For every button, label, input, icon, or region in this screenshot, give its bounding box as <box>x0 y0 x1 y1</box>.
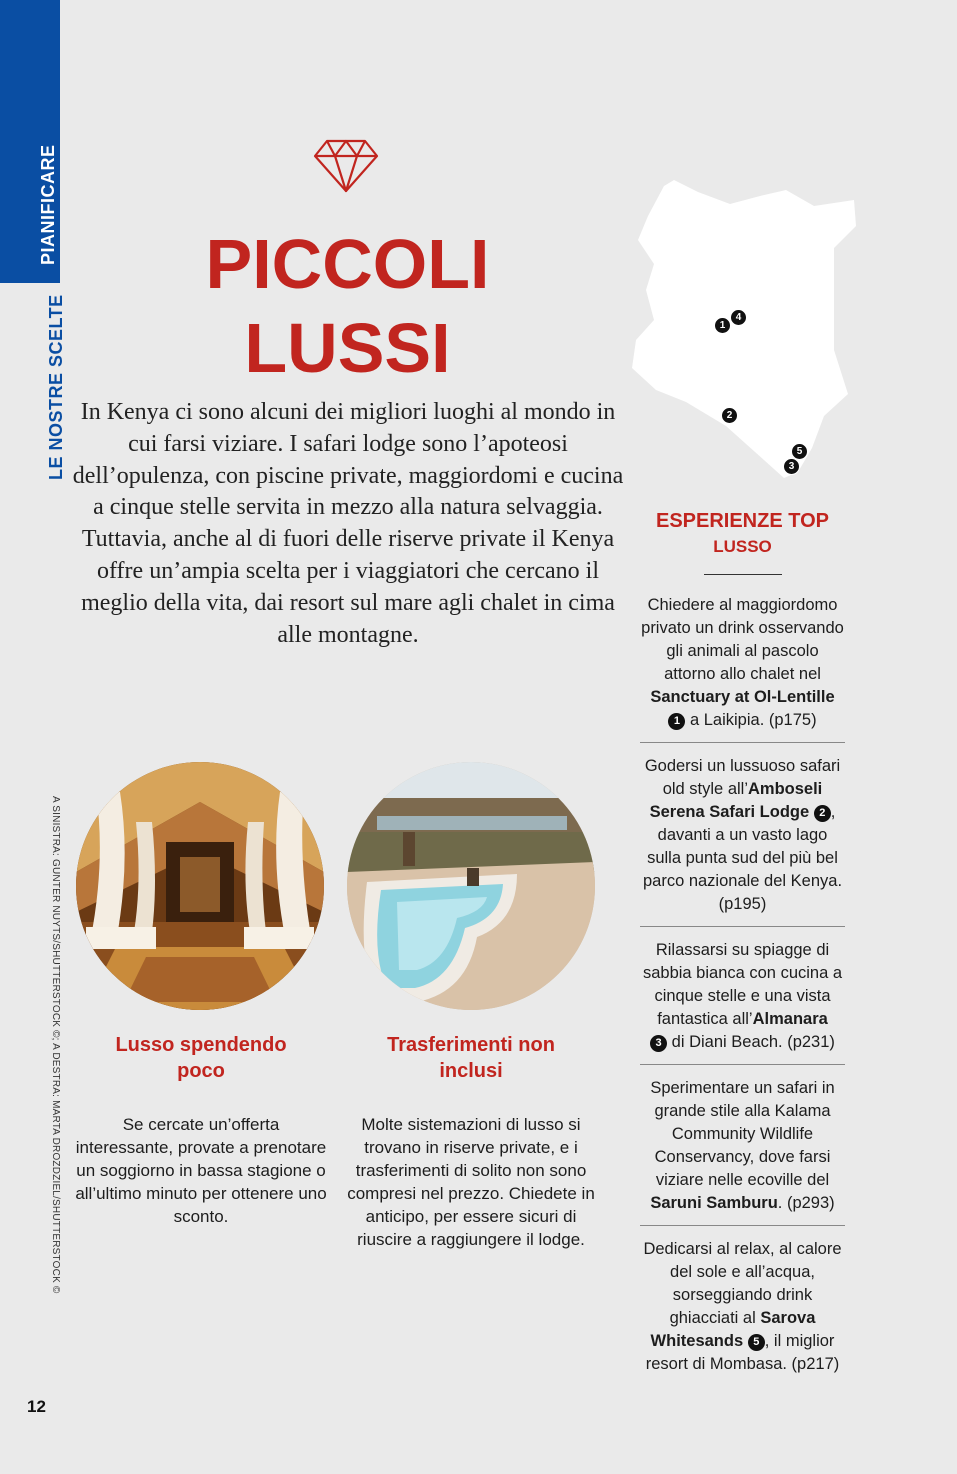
tent-photo <box>76 762 324 1010</box>
place-name: Saruni Samburu <box>650 1194 778 1212</box>
list-item: Sperimentare un safari in grande stile alla Kalama Community Wildlife Conservancy, dove farsi viziare nelle ecoville del Saruni Samburu. (p293) <box>640 1077 845 1226</box>
photo-credit: A SINISTRA: GUNTER NUYTS/SHUTTERSTOCK ©; A DESTRA: MARTA DROZDZIEL/SHUTTERSTOCK © <box>50 796 61 1294</box>
card-title-transfers: Trasferimenti non inclusi <box>387 1034 555 1082</box>
intro-paragraph: In Kenya ci sono alcuni dei migliori luoghi al mondo in cui farsi viziare. I safari lodge sono l’apoteosi dell’opulenza, con piscine private, maggiordomi e cucina a cinque stelle servita in mezzo alla natura selvaggia. Tuttavia, anche al di fuori delle riserve private il Kenya offre un’ampia scelta per i viaggiatori che cercano il meglio della vita, dai resort sul mare agli chalet in cima alle montagne. <box>72 399 624 648</box>
marker-number: 1 <box>668 713 685 730</box>
top-experiences-subtitle: LUSSO <box>713 537 772 556</box>
place-name: Amboseli Serena Safari Lodge <box>649 780 823 821</box>
card-body-budget: Se cercate un’offerta interessante, provate a prenotare un soggiorno in bassa stagione o all’ultimo minuto per ottenere uno sconto. <box>75 1115 327 1226</box>
place-name: Sarova Whitesands <box>650 1309 816 1350</box>
chapter-label: LE NOSTRE SCELTE <box>46 294 66 480</box>
map-marker: 5 <box>791 443 808 460</box>
experience-list <box>640 594 845 1398</box>
card-body-transfers: Molte sistemazioni di lusso si trovano in riserve private, e i trasferimenti di solito non sono compresi nel prezzo. Chiedete in anticipo, per essere sicuri di riuscire a raggiungere il lodge. <box>347 1115 595 1249</box>
place-name: Sanctuary at Ol-Lentille <box>650 688 835 706</box>
section-tab-label: PIANIFICARE <box>38 144 58 265</box>
marker-number: 5 <box>748 1334 765 1351</box>
map-marker: 1 <box>714 317 731 334</box>
diamond-icon <box>313 138 379 194</box>
page-title: PICCOLI LUSSI <box>205 225 490 387</box>
map-marker: 3 <box>783 458 800 475</box>
list-item: Godersi un lussuoso safari old style all’Amboseli Serena Safari Lodge 2 , davanti a un vasto lago sulla punta sud del più bel parco nazionale del Kenya. (p195) <box>640 755 845 927</box>
map-marker: 4 <box>730 309 747 326</box>
list-item: Rilassarsi su spiagge di sabbia bianca con cucina a cinque stelle e una vista fantastica all’Almanara 3 di Diani Beach. (p231) <box>640 939 845 1065</box>
page-number: 12 <box>27 1397 46 1416</box>
list-item: Dedicarsi al relax, al calore del sole e all’acqua, sorseggiando drink ghiacciati al Sarova Whitesands 5 , il miglior resort di Mombasa. (p217) <box>643 1240 842 1373</box>
divider <box>704 574 782 575</box>
list-item: Chiedere al maggiordomo privato un drink osservando gli animali al pascolo attorno allo chalet nel Sanctuary at Ol-Lentille 1 a Laikipia. (p175) <box>640 594 845 743</box>
top-experiences-title: ESPERIENZE TOP <box>655 510 829 532</box>
marker-number: 2 <box>814 805 831 822</box>
kenya-map <box>626 180 862 480</box>
card-title-budget: Lusso spendendo poco <box>115 1034 287 1082</box>
map-marker: 2 <box>721 407 738 424</box>
marker-number: 3 <box>650 1035 667 1052</box>
pool-photo <box>347 762 595 1010</box>
place-name: Almanara <box>752 1010 828 1028</box>
